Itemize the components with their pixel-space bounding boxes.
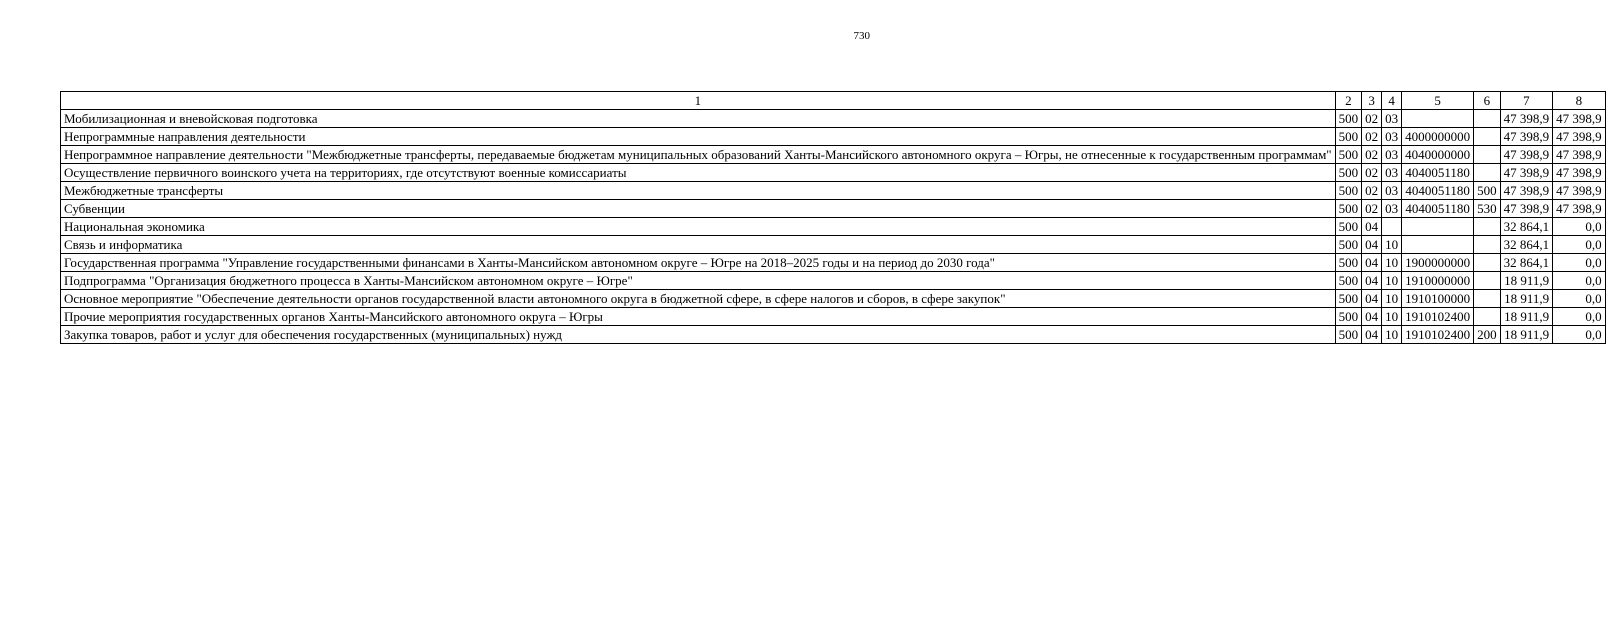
code-section: 02	[1362, 128, 1382, 146]
amount-col7: 18 911,9	[1500, 308, 1553, 326]
amount-col7: 18 911,9	[1500, 290, 1553, 308]
table-row	[61, 182, 1606, 200]
code-admin: 500	[1335, 182, 1362, 200]
code-subsection	[1382, 218, 1402, 236]
table-row	[61, 272, 1606, 290]
code-expense-type	[1474, 254, 1501, 272]
code-admin: 500	[1335, 164, 1362, 182]
code-subsection: 03	[1382, 200, 1402, 218]
code-target: 1900000000	[1402, 254, 1474, 272]
header-cell: 4	[1382, 92, 1402, 110]
code-target	[1402, 218, 1474, 236]
code-section: 02	[1362, 182, 1382, 200]
code-subsection: 10	[1382, 254, 1402, 272]
amount-col8: 47 398,9	[1553, 200, 1606, 218]
amount-col7: 47 398,9	[1500, 182, 1553, 200]
amount-col8: 0,0	[1553, 308, 1606, 326]
table-row	[61, 326, 1606, 344]
row-name: Непрограммное направление деятельности "Межбюджетные трансферты, передаваемые бюджетам муниципальных образований Ханты-Мансийского автономного округа – Югры, не отнесенные к государственным программам"	[61, 146, 1336, 164]
amount-col7: 47 398,9	[1500, 110, 1553, 128]
code-subsection: 10	[1382, 308, 1402, 326]
code-subsection: 10	[1382, 326, 1402, 344]
header-row	[61, 92, 1606, 110]
code-expense-type: 500	[1474, 182, 1501, 200]
amount-col7: 47 398,9	[1500, 146, 1553, 164]
code-expense-type	[1474, 308, 1501, 326]
row-name: Государственная программа "Управление государственными финансами в Ханты-Мансийском автономном округе – Югре на 2018–2025 годы и на период до 2030 года"	[61, 254, 1336, 272]
table-row	[61, 128, 1606, 146]
table-row	[61, 254, 1606, 272]
amount-col8: 47 398,9	[1553, 164, 1606, 182]
code-expense-type	[1474, 164, 1501, 182]
amount-col7: 32 864,1	[1500, 218, 1553, 236]
amount-col7: 18 911,9	[1500, 326, 1553, 344]
header-cell: 6	[1474, 92, 1501, 110]
code-section: 04	[1362, 272, 1382, 290]
code-section: 04	[1362, 326, 1382, 344]
code-target: 4040051180	[1402, 164, 1474, 182]
code-subsection: 03	[1382, 146, 1402, 164]
table-row	[61, 236, 1606, 254]
code-subsection: 03	[1382, 182, 1402, 200]
code-target	[1402, 236, 1474, 254]
amount-col7: 47 398,9	[1500, 164, 1553, 182]
code-target: 1910102400	[1402, 308, 1474, 326]
amount-col7: 47 398,9	[1500, 128, 1553, 146]
table-row	[61, 218, 1606, 236]
amount-col7: 32 864,1	[1500, 236, 1553, 254]
header-cell: 8	[1553, 92, 1606, 110]
header-cell: 1	[61, 92, 1336, 110]
code-expense-type: 200	[1474, 326, 1501, 344]
row-name: Осуществление первичного воинского учета на территориях, где отсутствуют военные комиссариаты	[61, 164, 1336, 182]
code-target: 4000000000	[1402, 128, 1474, 146]
table-row	[61, 110, 1606, 128]
code-expense-type	[1474, 236, 1501, 254]
row-name: Подпрограмма "Организация бюджетного процесса в Ханты-Мансийском автономном округе – Югре"	[61, 272, 1336, 290]
code-target: 1910100000	[1402, 290, 1474, 308]
amount-col7: 47 398,9	[1500, 200, 1553, 218]
code-section: 04	[1362, 290, 1382, 308]
code-section: 02	[1362, 110, 1382, 128]
code-subsection: 10	[1382, 272, 1402, 290]
code-target: 4040051180	[1402, 182, 1474, 200]
code-section: 04	[1362, 308, 1382, 326]
code-target	[1402, 110, 1474, 128]
amount-col8: 47 398,9	[1553, 128, 1606, 146]
code-section: 02	[1362, 200, 1382, 218]
code-section: 02	[1362, 164, 1382, 182]
code-section: 02	[1362, 146, 1382, 164]
row-name: Межбюджетные трансферты	[61, 182, 1336, 200]
header-cell: 5	[1402, 92, 1474, 110]
code-admin: 500	[1335, 146, 1362, 164]
code-subsection: 03	[1382, 128, 1402, 146]
table-row	[61, 164, 1606, 182]
code-expense-type	[1474, 272, 1501, 290]
row-name: Прочие мероприятия государственных органов Ханты-Мансийского автономного округа – Югры	[61, 308, 1336, 326]
code-target: 4040051180	[1402, 200, 1474, 218]
code-admin: 500	[1335, 236, 1362, 254]
table-row	[61, 200, 1606, 218]
code-section: 04	[1362, 236, 1382, 254]
amount-col7: 18 911,9	[1500, 272, 1553, 290]
header-cell: 7	[1500, 92, 1553, 110]
code-section: 04	[1362, 218, 1382, 236]
header-cell: 3	[1362, 92, 1382, 110]
code-admin: 500	[1335, 272, 1362, 290]
row-name: Связь и информатика	[61, 236, 1336, 254]
table-row	[61, 308, 1606, 326]
row-name: Основное мероприятие "Обеспечение деятельности органов государственной власти автономного округа в бюджетной сфере, в сфере налогов и сборов, в сфере закупок"	[61, 290, 1336, 308]
row-name: Субвенции	[61, 200, 1336, 218]
budget-table	[60, 91, 1606, 344]
amount-col8: 0,0	[1553, 326, 1606, 344]
amount-col8: 0,0	[1553, 236, 1606, 254]
page-number: 730	[853, 30, 870, 42]
code-admin: 500	[1335, 290, 1362, 308]
row-name: Закупка товаров, работ и услуг для обеспечения государственных (муниципальных) нужд	[61, 326, 1336, 344]
code-section: 04	[1362, 254, 1382, 272]
code-subsection: 10	[1382, 290, 1402, 308]
amount-col8: 0,0	[1553, 254, 1606, 272]
code-admin: 500	[1335, 308, 1362, 326]
amount-col8: 0,0	[1553, 218, 1606, 236]
table-row	[61, 146, 1606, 164]
code-subsection: 03	[1382, 164, 1402, 182]
amount-col8: 47 398,9	[1553, 110, 1606, 128]
code-target: 1910000000	[1402, 272, 1474, 290]
code-expense-type	[1474, 290, 1501, 308]
code-expense-type	[1474, 218, 1501, 236]
amount-col7: 32 864,1	[1500, 254, 1553, 272]
table-row	[61, 290, 1606, 308]
code-expense-type	[1474, 146, 1501, 164]
row-name: Национальная экономика	[61, 218, 1336, 236]
amount-col8: 0,0	[1553, 272, 1606, 290]
amount-col8: 47 398,9	[1553, 146, 1606, 164]
code-subsection: 03	[1382, 110, 1402, 128]
code-expense-type	[1474, 128, 1501, 146]
code-expense-type: 530	[1474, 200, 1501, 218]
code-admin: 500	[1335, 254, 1362, 272]
code-admin: 500	[1335, 110, 1362, 128]
code-subsection: 10	[1382, 236, 1402, 254]
row-name: Непрограммные направления деятельности	[61, 128, 1336, 146]
code-expense-type	[1474, 110, 1501, 128]
code-admin: 500	[1335, 218, 1362, 236]
code-target: 4040000000	[1402, 146, 1474, 164]
code-admin: 500	[1335, 128, 1362, 146]
amount-col8: 0,0	[1553, 290, 1606, 308]
code-target: 1910102400	[1402, 326, 1474, 344]
code-admin: 500	[1335, 326, 1362, 344]
code-admin: 500	[1335, 200, 1362, 218]
amount-col8: 47 398,9	[1553, 182, 1606, 200]
row-name: Мобилизационная и вневойсковая подготовка	[61, 110, 1336, 128]
header-cell: 2	[1335, 92, 1362, 110]
